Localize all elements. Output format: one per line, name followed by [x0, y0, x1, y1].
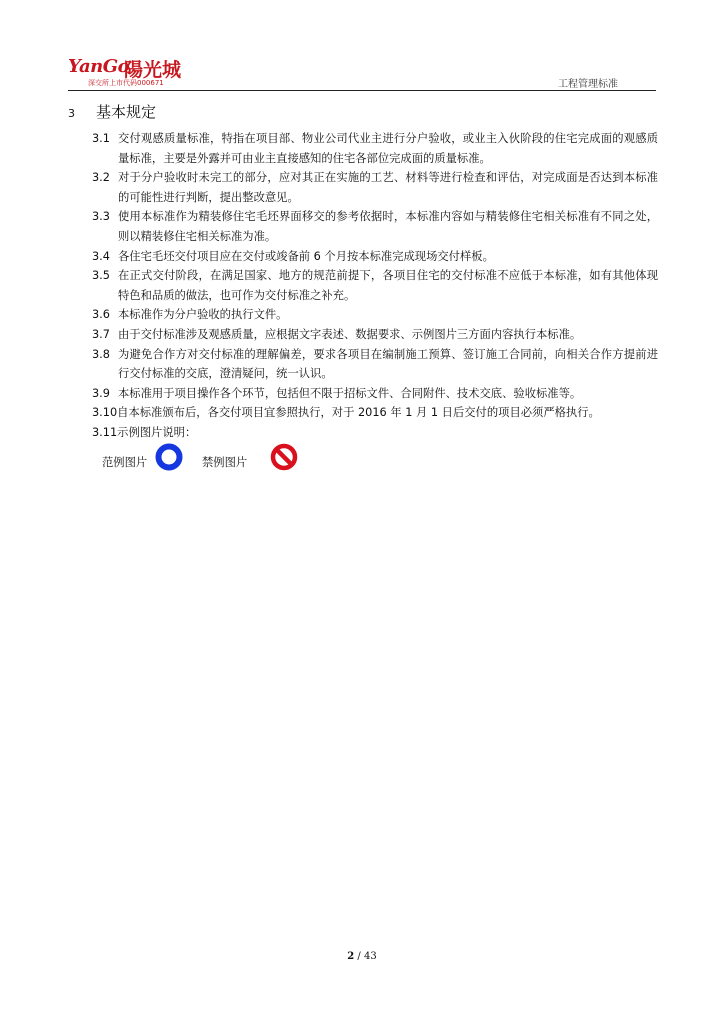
- item-text: 自本标准颁布后，各交付项目宜参照执行，对于 2016 年 1 月 1 日后交付的项目必须严格执行。: [117, 406, 600, 420]
- header-divider: [68, 90, 656, 91]
- item-text: 在正式交付阶段，在满足国家、地方的规范前提下，各项目住宅的交付标准不应低于本标准，如有其他体现特色和品质的做法，也可作为交付标准之补充。: [118, 269, 658, 302]
- item-number: 3.7: [92, 327, 110, 341]
- item-number: 3.9: [92, 386, 110, 400]
- logo-chinese: 陽光城: [124, 59, 182, 81]
- page-number: 2: [347, 951, 355, 962]
- list-item: [92, 168, 658, 207]
- page-footer: 2 / 43: [347, 951, 377, 962]
- item-number: 3.6: [92, 308, 110, 322]
- section-number: 3: [68, 107, 75, 120]
- logo-english: YanGo: [68, 56, 130, 77]
- list-item: [92, 207, 658, 246]
- list-item: [92, 247, 658, 267]
- list-item: [92, 384, 658, 404]
- item-text: 示例图片说明：: [117, 425, 197, 439]
- item-text: 本标准作为分户验收的执行文件。: [118, 308, 288, 322]
- item-number: 3.2: [92, 171, 110, 185]
- page-total: 43: [363, 951, 377, 962]
- good-example-label: 范例图片: [102, 456, 148, 469]
- item-text: 各住宅毛坯交付项目应在交付或竣备前 6 个月按本标准完成现场交付样板。: [118, 249, 494, 263]
- bad-example-label: 禁例图片: [202, 456, 248, 469]
- list-item: [92, 423, 658, 443]
- list-item: [92, 345, 658, 384]
- document-type: 工程管理标准: [558, 79, 618, 90]
- list-item: [92, 305, 658, 325]
- item-number: 3.3: [92, 210, 110, 224]
- item-number: 3.4: [92, 249, 110, 263]
- item-number: 3.1: [92, 132, 110, 145]
- item-text: 使用本标准作为精装修住宅毛坯界面移交的参考依据时，本标准内容如与精装修住宅相关标准有不同之处，则以精装修住宅相关标准为准。: [118, 210, 658, 243]
- list-item: [92, 266, 658, 305]
- item-text: 为避免合作方对交付标准的理解偏差，要求各项目在编制施工预算、签订施工合同前，向相关合作方提前进行交付标准的交底，澄清疑问，统一认识。: [118, 347, 658, 381]
- company-logo: [68, 55, 218, 89]
- example-legend: [102, 442, 322, 472]
- item-number: 3.5: [92, 269, 110, 283]
- list-item: [92, 129, 658, 168]
- good-example-icon: [154, 442, 184, 472]
- item-text: 由于交付标准涉及观感质量，应根据文字表述、数据要求、示例图片三方面内容执行本标准。: [118, 327, 582, 341]
- item-number: 3.8: [92, 347, 110, 361]
- section-heading: [68, 102, 658, 124]
- section-title: 基本规定: [96, 103, 157, 121]
- item-text: 对于分户验收时未完工的部分，应对其正在实施的工艺、材料等进行检查和评估，对完成面是否达到本标准的可能性进行判断，提出整改意见。: [118, 171, 658, 204]
- page-header: [68, 55, 656, 93]
- list-item: [92, 403, 658, 423]
- prohibited-icon: [269, 442, 299, 472]
- rules-list: [92, 129, 658, 443]
- list-item: [92, 325, 658, 345]
- logo-subtitle: 深交所上市代码000671: [88, 79, 164, 87]
- item-text: 本标准用于项目操作各个环节，包括但不限于招标文件、合同附件、技术交底、验收标准等。: [118, 386, 582, 400]
- item-text: 交付观感质量标准，特指在项目部、物业公司代业主进行分户验收，或业主入伙阶段的住宅完成面的观感质量标准，主要是外露并可由业主直接感知的住宅各部位完成面的质量标准。: [118, 132, 658, 165]
- item-number: 3.10: [92, 406, 118, 420]
- item-number: 3.11: [92, 425, 118, 439]
